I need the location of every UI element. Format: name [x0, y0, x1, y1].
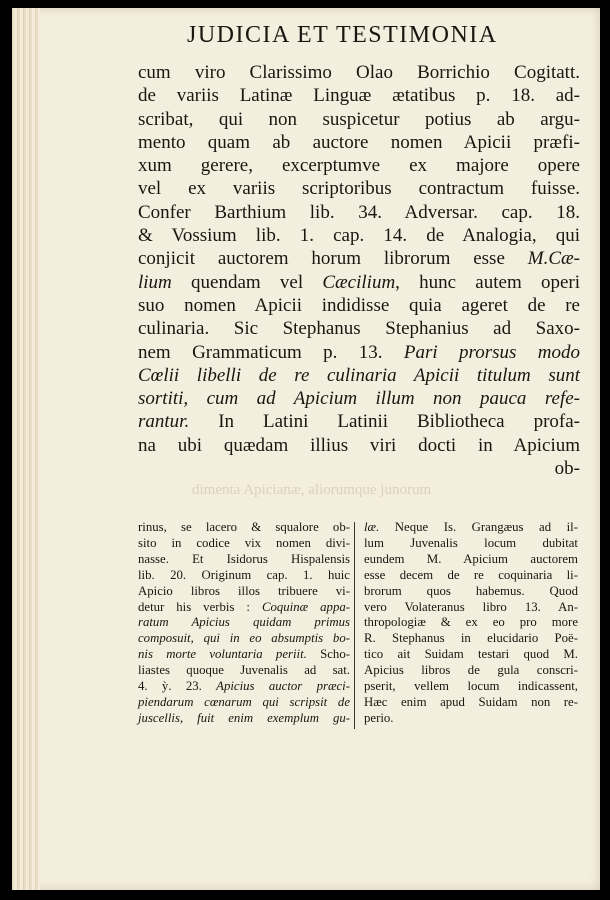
- footnote-line: [138, 695, 350, 711]
- text-line-segment: Pari prorsus modo: [403, 341, 580, 363]
- footnote-line: [138, 679, 350, 695]
- text-line-segment: quendam vel: [171, 271, 323, 293]
- text-line: [138, 410, 580, 433]
- footnote-line-segment: lib. 20. Originum cap. 1. huic: [138, 567, 350, 582]
- footnote-line-segment: vero Volateranus libro 13. An-: [364, 599, 578, 614]
- footnote-line-segment: Scho-: [306, 647, 350, 662]
- footnote-line: [364, 600, 578, 616]
- text-line-segment: sortiti, cum ad Apicium illum non pauca refe-: [138, 388, 580, 410]
- footnote-line-segment: lum Juvenalis locum dubitat: [364, 535, 578, 550]
- text-line-segment: de variis Latinæ Linguæ ætatibus p. 18. ad-: [138, 85, 580, 107]
- text-line-segment: mento quam ab auctore nomen Apicii præfi-: [138, 131, 580, 153]
- footnote-line-segment: Coquinæ appa-: [261, 599, 350, 614]
- text-line: [138, 177, 580, 200]
- footnote-line-segment: læ.: [364, 520, 380, 534]
- footnote-line-segment: eundem M. Apicium auctorem: [364, 551, 578, 566]
- text-line-segment: ob-: [554, 458, 580, 480]
- text-line: [138, 108, 580, 131]
- footnote-line-segment: pserit, vellem locum indicassent,: [364, 679, 578, 694]
- footnote-line: [138, 663, 350, 679]
- text-line: [138, 364, 580, 387]
- text-line: [138, 457, 580, 480]
- text-line-segment: culinaria. Sic Stephanus Stephanius ad Saxo-: [138, 318, 580, 340]
- footnote-line: [364, 663, 578, 679]
- footnote-line-segment: Neque Is. Grangæus ad il-: [379, 520, 578, 534]
- text-line-segment: , hunc autem operi: [395, 271, 580, 293]
- footnote-line-segment: 4. ỳ. 23.: [138, 679, 217, 694]
- text-line-segment: scribat, qui non suspicetur potius ab argu-: [138, 108, 580, 130]
- main-text-block: [138, 61, 580, 480]
- footnote-line: [138, 711, 350, 727]
- footnote-line-segment: juscellis, fuit enim exemplum gu-: [138, 710, 350, 725]
- footnote-line: [138, 568, 350, 584]
- footnote-line-segment: nasse. Et Isidorus Hispalensis: [138, 551, 350, 566]
- text-line-segment: cum viro Clarissimo Olao Borrichio Cogitatt.: [138, 62, 580, 83]
- footnote-line: [138, 584, 350, 600]
- text-line-segment: suo nomen Apicii indidisse quia ageret de re: [138, 294, 580, 316]
- footnote-line-segment: Apicio libros illos tribuere vi-: [138, 583, 350, 598]
- text-line-segment: conjicit auctorem horum librorum esse: [138, 248, 528, 270]
- page-edge-stack: [12, 8, 40, 890]
- text-line-segment: & Vossium lib. 1. cap. 14. de Analogia, qui: [138, 225, 580, 247]
- text-line-segment: M.Cæ-: [527, 248, 580, 270]
- text-line: [138, 387, 580, 410]
- footnote-line-segment: composuit, qui in eo absumptis bo-: [138, 631, 350, 646]
- text-line: [138, 247, 580, 270]
- text-line-segment: Cæcilium: [322, 271, 396, 293]
- footnote-line-segment: tico ait Suidam testari quod M.: [364, 647, 578, 662]
- text-line-segment: na ubi quædam illius viri docti in Apicium: [138, 434, 580, 456]
- text-line-segment: lium: [138, 271, 172, 293]
- text-line: [138, 224, 580, 247]
- text-line: [138, 271, 580, 294]
- footnote-line: [364, 679, 578, 695]
- column-divider: [354, 522, 355, 729]
- text-line-segment: In Latini Latinii Bibliotheca profa-: [189, 411, 580, 433]
- text-line: [138, 294, 580, 317]
- footnote-column-right: [364, 520, 578, 727]
- footnote-line-segment: liastes quoque Juvenalis ad sat.: [138, 663, 350, 678]
- footnote-line: [138, 631, 350, 647]
- footnotes: [138, 520, 580, 730]
- footnote-line: [364, 536, 578, 552]
- footnote-line-segment: esse decem de re coquinaria li-: [364, 567, 578, 582]
- footnote-line: [138, 520, 350, 536]
- footnote-line-segment: perio.: [364, 710, 394, 725]
- running-head: JUDICIA ET TESTIMONIA: [187, 22, 498, 48]
- footnote-line-segment: brorum quos habemus. Quod: [364, 583, 578, 598]
- footnote-line: [364, 552, 578, 568]
- footnote-line: [364, 711, 578, 727]
- text-line: [138, 61, 580, 84]
- footnote-line-segment: nis morte voluntaria periit.: [138, 647, 307, 662]
- footnote-line-segment: Hæc enim apud Suidam non re-: [364, 694, 578, 709]
- text-line: [138, 317, 580, 340]
- footnote-line-segment: Apicius libros de gula conscri-: [364, 663, 578, 678]
- footnote-line: [364, 615, 578, 631]
- text-line: [138, 341, 580, 364]
- footnote-line-segment: detur his verbis :: [138, 599, 262, 614]
- footnote-line-segment: piendarum cœnarum qui scripsit de: [138, 694, 350, 709]
- footnote-line: [138, 600, 350, 616]
- footnote-line-segment: Apicius auctor præci-: [216, 679, 350, 694]
- footnote-line: [138, 552, 350, 568]
- footnote-line: [138, 615, 350, 631]
- text-line-segment: vel ex variis scriptoribus contractum fuisse.: [138, 178, 580, 200]
- text-line-segment: rantur.: [138, 411, 190, 433]
- footnote-line-segment: sito in codice vix nomen divi-: [138, 535, 350, 550]
- footnote-line: [364, 584, 578, 600]
- footnote-line: [364, 647, 578, 663]
- bleed-through-text: dimenta Apicianæ, aliorumque junorum: [192, 482, 432, 498]
- text-line-segment: Cœlii libelli de re culinaria Apicii titulum sunt: [138, 364, 580, 386]
- text-line: [138, 84, 580, 107]
- text-line: [138, 154, 580, 177]
- footnote-line: [364, 520, 578, 536]
- book-page: [12, 8, 600, 890]
- footnote-line-segment: rinus, se lacero & squalore ob-: [138, 520, 350, 534]
- text-line: [138, 434, 580, 457]
- footnote-line: [364, 695, 578, 711]
- footnote-line: [364, 568, 578, 584]
- footnote-line: [364, 631, 578, 647]
- text-line: [138, 201, 580, 224]
- text-line-segment: nem Grammaticum p. 13.: [138, 341, 404, 363]
- text-line: [138, 131, 580, 154]
- footnote-line: [138, 536, 350, 552]
- footnote-line-segment: thropologiæ & ex eo pro more: [364, 615, 578, 630]
- text-line-segment: Confer Barthium lib. 34. Adversar. cap. 18.: [138, 201, 580, 223]
- footnote-line-segment: R. Stephanus in elucidario Poë-: [364, 631, 578, 646]
- footnote-column-left: [138, 520, 350, 727]
- footnote-line: [138, 647, 350, 663]
- text-line-segment: xum gerere, excerptumve ex majore opere: [138, 155, 580, 177]
- footnote-line-segment: ratum Apicius quidam primus: [138, 615, 350, 630]
